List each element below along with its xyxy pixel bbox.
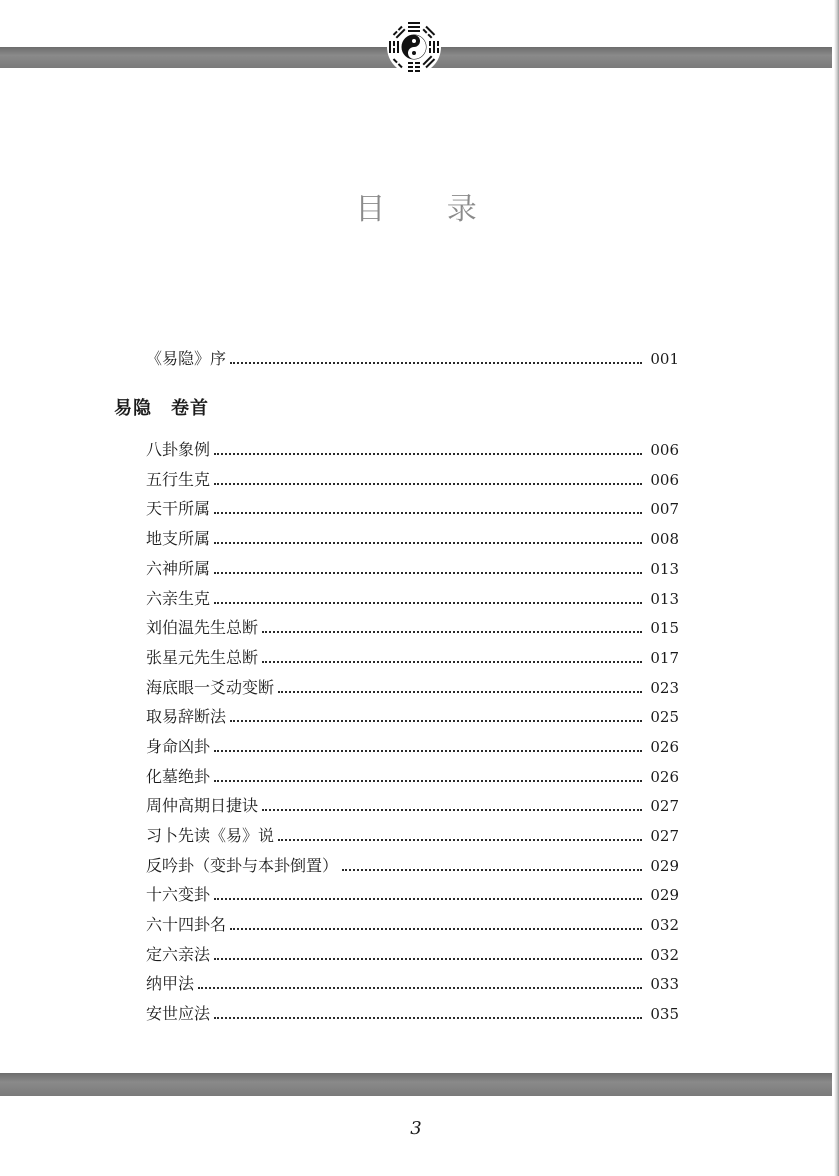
- toc-label: 周仲高期日捷诀: [146, 796, 259, 815]
- toc-entry[interactable]: [146, 937, 679, 965]
- leader-dots: [214, 572, 642, 574]
- leader-dots: [214, 750, 642, 752]
- toc-entry[interactable]: [146, 996, 679, 1024]
- toc-label: 纳甲法: [146, 974, 195, 993]
- leader-dots: [214, 483, 642, 485]
- toc-page: 006: [650, 471, 679, 489]
- toc-page: 013: [650, 590, 679, 608]
- toc-page: 023: [650, 679, 679, 697]
- toc-page: 008: [650, 530, 679, 548]
- section-heading: 易隐 卷首: [114, 398, 209, 419]
- toc-label: 六神所属: [146, 559, 211, 578]
- toc-entry[interactable]: [146, 432, 679, 460]
- toc-entry[interactable]: [146, 788, 679, 816]
- toc-entry[interactable]: [146, 521, 679, 549]
- toc-page: 032: [650, 946, 679, 964]
- toc-entry[interactable]: [146, 670, 679, 698]
- page-edge: [834, 0, 839, 1176]
- leader-dots: [214, 898, 642, 900]
- leader-dots: [262, 661, 642, 663]
- toc-label: 天干所属: [146, 499, 211, 518]
- toc-entry[interactable]: [146, 966, 679, 994]
- toc-page: 026: [650, 768, 679, 786]
- toc-page: 013: [650, 560, 679, 578]
- leader-dots: [342, 869, 642, 871]
- page-title: 目 录: [355, 192, 503, 227]
- footer-band: [0, 1073, 832, 1096]
- toc-entry[interactable]: [146, 759, 679, 787]
- toc-label: 五行生克: [146, 470, 211, 489]
- leader-dots: [198, 987, 642, 989]
- toc-label: 定六亲法: [146, 945, 211, 964]
- toc-page: 006: [650, 441, 679, 459]
- toc-label: 六十四卦名: [146, 915, 227, 934]
- toc-page: 033: [650, 975, 679, 993]
- toc-entry[interactable]: [146, 729, 679, 757]
- toc-page: 027: [650, 797, 679, 815]
- toc-page: 025: [650, 708, 679, 726]
- toc-entry[interactable]: [146, 877, 679, 905]
- toc-label: 身命凶卦: [146, 737, 211, 756]
- toc-entry[interactable]: [146, 462, 679, 490]
- toc-page: 029: [650, 886, 679, 904]
- leader-dots: [214, 512, 642, 514]
- leader-dots: [214, 602, 642, 604]
- toc-page: 027: [650, 827, 679, 845]
- leader-dots: [214, 453, 642, 455]
- toc-label: 刘伯温先生总断: [146, 618, 259, 637]
- leader-dots: [278, 839, 642, 841]
- toc-entry[interactable]: [146, 848, 679, 876]
- toc-page: 001: [650, 350, 679, 368]
- toc-label: 六亲生克: [146, 589, 211, 608]
- toc-page: 032: [650, 916, 679, 934]
- toc-preface[interactable]: [146, 341, 679, 369]
- toc-label: 化墓绝卦: [146, 767, 211, 786]
- page-number: 3: [410, 1118, 422, 1139]
- toc-label: 安世应法: [146, 1004, 211, 1023]
- toc-label: 十六变卦: [146, 885, 211, 904]
- toc-label: 反吟卦（变卦与本卦倒置）: [146, 856, 339, 875]
- leader-dots: [214, 780, 642, 782]
- leader-dots: [230, 362, 642, 364]
- toc-page: 035: [650, 1005, 679, 1023]
- toc-page: 029: [650, 857, 679, 875]
- toc-entry[interactable]: [146, 699, 679, 727]
- toc-page: 015: [650, 619, 679, 637]
- leader-dots: [262, 631, 642, 633]
- leader-dots: [278, 691, 642, 693]
- toc-label: 《易隐》序: [146, 349, 227, 368]
- bagua-taiji-icon: [385, 18, 443, 76]
- leader-dots: [214, 958, 642, 960]
- toc-entry[interactable]: [146, 818, 679, 846]
- toc-page: 007: [650, 500, 679, 518]
- toc-label: 习卜先读《易》说: [146, 826, 275, 845]
- leader-dots: [262, 809, 642, 811]
- toc-label: 张星元先生总断: [146, 648, 259, 667]
- leader-dots: [214, 1017, 642, 1019]
- leader-dots: [230, 720, 642, 722]
- toc-page: 026: [650, 738, 679, 756]
- toc-label: 取易辞断法: [146, 707, 227, 726]
- toc-label: 海底眼一爻动变断: [146, 678, 275, 697]
- toc-label: 八卦象例: [146, 440, 211, 459]
- toc-entry[interactable]: [146, 907, 679, 935]
- toc-entry[interactable]: [146, 640, 679, 668]
- leader-dots: [214, 542, 642, 544]
- toc-entry[interactable]: [146, 581, 679, 609]
- toc-page: 017: [650, 649, 679, 667]
- toc-entry[interactable]: [146, 551, 679, 579]
- toc-entry[interactable]: [146, 491, 679, 519]
- leader-dots: [230, 928, 642, 930]
- toc-label: 地支所属: [146, 529, 211, 548]
- toc-entry[interactable]: [146, 610, 679, 638]
